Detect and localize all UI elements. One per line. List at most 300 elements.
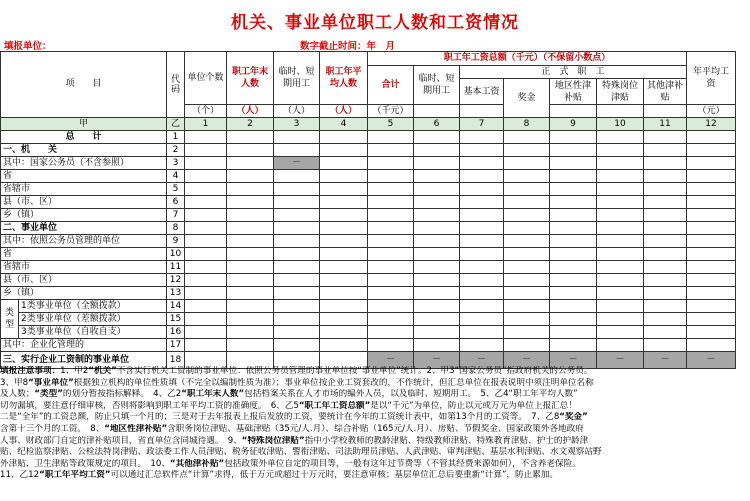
value-cell[interactable] [460, 274, 504, 287]
value-cell[interactable] [550, 261, 597, 274]
value-cell[interactable] [274, 144, 320, 157]
row-code: 3 [167, 157, 185, 170]
value-cell[interactable] [368, 157, 414, 170]
value-cell[interactable] [504, 261, 550, 274]
value-cell[interactable] [460, 235, 504, 248]
column-number-cell: 6 [414, 118, 460, 131]
value-cell[interactable] [414, 313, 460, 326]
value-cell[interactable] [504, 300, 550, 313]
value-cell[interactable] [597, 287, 644, 300]
value-cell[interactable] [597, 183, 644, 196]
units-count-header: 单位个数 [185, 52, 227, 105]
note-line: 切勿漏填，要注意仔细审核，否则将影响到职工年平均工资的准确度。 6、乙5“职工年工资总额”是以“千元”为单位，防止以元或万元为单位上报汇总！ [0, 400, 577, 411]
value-cell[interactable] [320, 326, 368, 339]
value-cell[interactable] [274, 261, 320, 274]
value-cell[interactable] [504, 339, 550, 352]
value-cell[interactable] [687, 261, 736, 274]
row-label: 1类事业单位（全额拨款） [19, 300, 167, 313]
column-number-cell: 甲 [1, 118, 167, 131]
value-cell[interactable] [550, 287, 597, 300]
value-cell[interactable] [597, 131, 644, 144]
value-cell[interactable] [274, 339, 320, 352]
value-cell[interactable] [274, 326, 320, 339]
value-cell[interactable] [460, 300, 504, 313]
value-cell[interactable] [644, 196, 687, 209]
table-row [1, 326, 736, 339]
row-code: 14 [167, 300, 185, 313]
value-cell[interactable] [414, 326, 460, 339]
value-cell[interactable] [227, 183, 274, 196]
value-cell[interactable] [597, 339, 644, 352]
note-line: 及人数；“类型”的划分暂按指标解释。 4、乙2“职工年末人数”包括档案关系在人才市场的编外人员，以及临时、短期用工。 5、乙4“职工年平均人数” [0, 389, 578, 400]
value-cell[interactable] [185, 157, 227, 170]
value-cell[interactable] [460, 222, 504, 235]
value-cell[interactable] [368, 248, 414, 261]
value-cell[interactable] [227, 157, 274, 170]
value-cell[interactable] [227, 313, 274, 326]
value-cell[interactable] [550, 144, 597, 157]
value-cell[interactable] [644, 300, 687, 313]
value-cell[interactable] [597, 222, 644, 235]
value-cell[interactable] [687, 313, 736, 326]
note-line: 11、乙12“职工年平均工资”可以通过汇总软件点“计算”求得，低于万元或超过十万元时，要注意审核；基层单位汇总后要重新“计算”，防止累加。 [0, 470, 559, 481]
row-code: 9 [167, 235, 185, 248]
value-cell[interactable] [414, 261, 460, 274]
value-cell[interactable] [550, 248, 597, 261]
value-cell[interactable] [687, 274, 736, 287]
value-cell[interactable] [227, 170, 274, 183]
value-cell[interactable] [504, 274, 550, 287]
value-cell[interactable] [597, 248, 644, 261]
value-cell[interactable] [227, 274, 274, 287]
value-cell[interactable] [414, 144, 460, 157]
bonus-header: 奖金 [504, 79, 550, 118]
value-cell[interactable] [460, 144, 504, 157]
value-cell[interactable] [368, 222, 414, 235]
value-cell[interactable] [368, 131, 414, 144]
value-cell[interactable] [597, 313, 644, 326]
value-cell[interactable] [550, 209, 597, 222]
table-row [1, 300, 736, 313]
value-cell[interactable] [504, 170, 550, 183]
value-cell[interactable] [274, 209, 320, 222]
staff-year-end-header: 职工年末人数 [227, 52, 274, 105]
value-cell[interactable] [368, 313, 414, 326]
value-cell[interactable] [550, 274, 597, 287]
value-cell[interactable] [414, 222, 460, 235]
value-cell[interactable] [460, 339, 504, 352]
value-cell[interactable] [320, 261, 368, 274]
value-cell[interactable] [550, 313, 597, 326]
row-code: 17 [167, 339, 185, 352]
note-line: 二是“全年”的工资总额，防止只填一个月的；三是对于去年报表上报后发放的工资，要统计在今年的工资统计表中，如第13个月的工资等。 7、乙8“奖金” [0, 412, 588, 423]
value-cell[interactable] [185, 287, 227, 300]
row-code: 7 [167, 209, 185, 222]
value-cell[interactable] [227, 300, 274, 313]
value-cell[interactable] [227, 222, 274, 235]
value-cell[interactable] [227, 339, 274, 352]
value-cell[interactable] [687, 339, 736, 352]
value-cell[interactable]: － [414, 352, 460, 369]
column-number-cell: 10 [597, 118, 644, 131]
value-cell[interactable] [274, 287, 320, 300]
value-cell[interactable] [687, 287, 736, 300]
value-cell[interactable] [460, 326, 504, 339]
table-row [1, 339, 736, 352]
value-cell[interactable] [368, 170, 414, 183]
column-number-cell: 3 [274, 118, 320, 131]
value-cell[interactable] [644, 183, 687, 196]
row-code: 18 [167, 352, 185, 369]
value-cell[interactable] [185, 170, 227, 183]
value-cell[interactable]: － [274, 157, 320, 170]
value-cell[interactable] [274, 235, 320, 248]
value-cell[interactable] [320, 248, 368, 261]
value-cell[interactable] [687, 170, 736, 183]
value-cell[interactable] [274, 170, 320, 183]
annual-avg-wage-header: 年平均工资 [687, 52, 736, 105]
units-unit: （个） [185, 105, 227, 118]
table-row [1, 131, 736, 144]
column-number-cell: 9 [550, 118, 597, 131]
value-cell[interactable] [320, 300, 368, 313]
row-code: 5 [167, 183, 185, 196]
value-cell[interactable] [644, 235, 687, 248]
regional-allowance-header: 地区性津补贴 [550, 79, 597, 105]
value-cell[interactable] [320, 209, 368, 222]
column-number-cell: 2 [227, 118, 274, 131]
value-cell[interactable] [687, 144, 736, 157]
value-cell[interactable] [320, 287, 368, 300]
value-cell[interactable] [320, 183, 368, 196]
basic-wage-header: 基本工资 [460, 79, 504, 105]
table-row [1, 209, 736, 222]
value-cell[interactable] [274, 248, 320, 261]
total-header: 合计 [368, 66, 414, 105]
value-cell[interactable] [687, 326, 736, 339]
value-cell[interactable] [320, 144, 368, 157]
value-cell[interactable] [414, 300, 460, 313]
value-cell[interactable] [644, 170, 687, 183]
value-cell[interactable] [320, 235, 368, 248]
value-cell[interactable] [414, 170, 460, 183]
value-cell[interactable] [185, 339, 227, 352]
code-header: 代码 [167, 52, 185, 118]
note-line: 贴、纪检监察津贴、公检法特岗津贴、政法委工作人员津贴、税务征收津贴、警衔津贴、司法助理员津贴、人武津贴、审判津贴、基层水利津贴、水文观察站野 [0, 447, 602, 458]
value-cell[interactable] [504, 313, 550, 326]
row-code: 12 [167, 274, 185, 287]
value-cell[interactable] [414, 287, 460, 300]
value-cell[interactable] [185, 209, 227, 222]
value-cell[interactable] [504, 131, 550, 144]
value-cell[interactable] [320, 131, 368, 144]
value-cell[interactable] [460, 196, 504, 209]
value-cell[interactable] [185, 300, 227, 313]
value-cell[interactable] [227, 131, 274, 144]
value-cell[interactable] [368, 235, 414, 248]
value-cell[interactable] [414, 235, 460, 248]
value-cell[interactable] [644, 339, 687, 352]
value-cell[interactable] [597, 157, 644, 170]
wage-statistics-table [0, 51, 736, 369]
table-row [1, 313, 736, 326]
value-cell[interactable] [414, 196, 460, 209]
row-code: 15 [167, 313, 185, 326]
value-cell[interactable] [460, 287, 504, 300]
value-cell[interactable]: － [460, 352, 504, 369]
value-cell[interactable] [320, 222, 368, 235]
column-number-cell: 7 [460, 118, 504, 131]
column-number-cell: 12 [687, 118, 736, 131]
value-cell[interactable] [227, 287, 274, 300]
row-label: 其中：企业化管理的 [1, 339, 167, 352]
value-cell[interactable] [185, 222, 227, 235]
column-number-cell: 1 [185, 118, 227, 131]
value-cell[interactable] [644, 287, 687, 300]
value-cell[interactable] [550, 300, 597, 313]
value-cell[interactable] [320, 157, 368, 170]
value-cell[interactable] [185, 326, 227, 339]
value-cell[interactable] [227, 196, 274, 209]
value-cell[interactable] [644, 326, 687, 339]
value-cell[interactable] [460, 183, 504, 196]
column-number-cell: 11 [644, 118, 687, 131]
temp-unit: （人） [274, 105, 320, 118]
table-row [1, 196, 736, 209]
value-cell[interactable] [368, 339, 414, 352]
row-code: 1 [167, 131, 185, 144]
value-cell[interactable] [550, 339, 597, 352]
value-cell[interactable] [274, 183, 320, 196]
value-cell[interactable]: － [368, 352, 414, 369]
row-label: 省辖市 [1, 183, 167, 196]
value-cell[interactable] [597, 144, 644, 157]
value-cell[interactable] [504, 235, 550, 248]
value-cell[interactable] [460, 209, 504, 222]
value-cell[interactable] [185, 131, 227, 144]
row-label: 其中：依照公务员管理的单位 [1, 235, 167, 248]
value-cell[interactable] [185, 144, 227, 157]
value-cell[interactable] [687, 183, 736, 196]
value-cell[interactable] [644, 261, 687, 274]
value-cell[interactable] [687, 248, 736, 261]
row-code: 6 [167, 196, 185, 209]
reporting-unit-label: 填报单位： [4, 41, 52, 52]
row-label: 三、实行企业工资制的事业单位 [1, 352, 167, 369]
value-cell[interactable] [414, 274, 460, 287]
value-cell[interactable] [227, 209, 274, 222]
value-cell[interactable] [687, 235, 736, 248]
value-cell[interactable] [597, 274, 644, 287]
row-label: 二、事业单位 [1, 222, 167, 235]
table-row [1, 274, 736, 287]
value-cell[interactable] [644, 248, 687, 261]
value-cell[interactable] [227, 235, 274, 248]
value-cell[interactable] [597, 300, 644, 313]
value-cell[interactable] [227, 248, 274, 261]
value-cell[interactable]: － [597, 352, 644, 369]
value-cell[interactable] [687, 222, 736, 235]
row-label: 县（市、区） [1, 196, 167, 209]
value-cell[interactable] [185, 313, 227, 326]
value-cell[interactable] [644, 313, 687, 326]
value-cell[interactable] [185, 274, 227, 287]
staff-unit: （人） [227, 105, 274, 118]
row-label: 省辖市 [1, 261, 167, 274]
note-line: 3、甲8“事业单位”根据独立机构的单位性质填（不完全以编制性质为准）；事业单位按企业工资套改的，不作统计，但汇总单位在报表说明中须注明单位名称 [0, 377, 594, 388]
row-code: 13 [167, 287, 185, 300]
value-cell[interactable] [644, 222, 687, 235]
row-label: 乡（镇） [1, 287, 167, 300]
value-cell[interactable] [550, 222, 597, 235]
table-row [1, 261, 736, 274]
value-cell[interactable] [504, 183, 550, 196]
value-cell[interactable] [227, 261, 274, 274]
value-cell[interactable] [414, 248, 460, 261]
value-cell[interactable] [644, 131, 687, 144]
value-cell[interactable] [644, 144, 687, 157]
value-cell[interactable] [185, 248, 227, 261]
value-cell[interactable] [414, 157, 460, 170]
value-cell[interactable] [504, 144, 550, 157]
value-cell[interactable] [274, 313, 320, 326]
value-cell[interactable] [368, 144, 414, 157]
value-cell[interactable] [550, 196, 597, 209]
other-allowance-header: 其他津补贴 [644, 79, 687, 105]
table-row [1, 235, 736, 248]
value-cell[interactable] [368, 326, 414, 339]
table-row [1, 157, 736, 170]
deadline-label: 数字截止时间：年 月 [300, 41, 396, 52]
value-cell[interactable] [597, 209, 644, 222]
value-cell[interactable]: － [504, 352, 550, 369]
post-allowance-header: 特殊岗位津贴 [597, 79, 644, 105]
value-cell[interactable] [504, 157, 550, 170]
value-cell[interactable] [320, 339, 368, 352]
value-cell[interactable] [460, 170, 504, 183]
value-cell[interactable] [550, 183, 597, 196]
value-cell[interactable] [460, 261, 504, 274]
value-cell[interactable] [185, 183, 227, 196]
value-cell[interactable] [504, 326, 550, 339]
value-cell[interactable] [414, 183, 460, 196]
value-cell[interactable] [550, 326, 597, 339]
value-cell[interactable] [368, 196, 414, 209]
value-cell[interactable] [687, 300, 736, 313]
value-cell[interactable] [460, 157, 504, 170]
table-row [1, 183, 736, 196]
value-cell[interactable]: － [687, 352, 736, 369]
value-cell[interactable] [274, 196, 320, 209]
value-cell[interactable] [368, 209, 414, 222]
value-cell[interactable] [320, 196, 368, 209]
total-unit: （千元） [368, 105, 414, 118]
value-cell[interactable] [274, 131, 320, 144]
value-cell[interactable] [185, 196, 227, 209]
row-label: 省 [1, 248, 167, 261]
value-cell[interactable] [687, 157, 736, 170]
row-code: 2 [167, 144, 185, 157]
value-cell[interactable] [687, 131, 736, 144]
row-label: 省 [1, 170, 167, 183]
value-cell[interactable] [504, 248, 550, 261]
value-cell[interactable]: － [550, 352, 597, 369]
value-cell[interactable] [597, 261, 644, 274]
value-cell[interactable] [597, 326, 644, 339]
value-cell[interactable] [644, 157, 687, 170]
value-cell[interactable] [185, 261, 227, 274]
row-label: 其中：国家公务员（不含参照） [1, 157, 167, 170]
value-cell[interactable] [504, 287, 550, 300]
value-cell[interactable] [687, 209, 736, 222]
value-cell[interactable] [368, 261, 414, 274]
value-cell[interactable] [644, 274, 687, 287]
temp-staff-header: 临时、短期用工 [274, 52, 320, 105]
value-cell[interactable] [368, 183, 414, 196]
value-cell[interactable] [550, 131, 597, 144]
note-line: 人事、财政部门自定的津补贴项目，省直单位含同城待遇。 9、“特殊岗位津贴”指中小学校教师的教龄津贴、特级教师津贴、特殊教育津贴、护士的护龄津 [0, 435, 589, 446]
formal-staff-header: 正 式 职 工 [460, 66, 687, 79]
column-number-cell: 4 [320, 118, 368, 131]
column-number-cell: 乙 [167, 118, 185, 131]
value-cell[interactable] [504, 222, 550, 235]
row-code: 10 [167, 248, 185, 261]
value-cell[interactable] [504, 196, 550, 209]
value-cell[interactable] [414, 339, 460, 352]
value-cell[interactable] [550, 170, 597, 183]
value-cell[interactable] [185, 235, 227, 248]
value-cell[interactable] [550, 235, 597, 248]
value-cell[interactable] [320, 170, 368, 183]
value-cell[interactable] [687, 196, 736, 209]
table-row [1, 144, 736, 157]
value-cell[interactable] [227, 326, 274, 339]
value-cell[interactable] [597, 196, 644, 209]
note-line: 外津贴、卫生津贴等政策规定的项目。 10、“其他津补贴”包括政策外单位自定的项目等，一般有这年过节费等（不管其经费来源如何），不含养老保险。 [0, 458, 581, 469]
value-cell[interactable] [368, 300, 414, 313]
value-cell[interactable] [414, 209, 460, 222]
value-cell[interactable] [227, 144, 274, 157]
row-label: 一、机 关 [1, 144, 167, 157]
row-code: 8 [167, 222, 185, 235]
row-label: 县（市、区） [1, 274, 167, 287]
temp-workers-header: 临时、短期用工 [414, 66, 460, 105]
value-cell[interactable] [597, 170, 644, 183]
value-cell[interactable] [368, 287, 414, 300]
table-row [1, 170, 736, 183]
value-cell[interactable] [644, 209, 687, 222]
value-cell[interactable] [460, 313, 504, 326]
value-cell[interactable] [504, 209, 550, 222]
note-line: 含第十三个月的工资。 8、“地区性津补贴”含职务岗位津贴、基础津贴（35元/人.月）、综合补贴（165元/人.月）、房贴、节假奖金、国家政策外各地政府 [0, 423, 584, 434]
value-cell[interactable] [368, 274, 414, 287]
avg-staff-header: 职工年平均人数 [320, 52, 368, 105]
value-cell[interactable] [414, 131, 460, 144]
value-cell[interactable]: － [644, 352, 687, 369]
value-cell[interactable] [320, 274, 368, 287]
avg-wage-unit: （元） [687, 105, 736, 118]
value-cell[interactable] [550, 157, 597, 170]
value-cell[interactable] [274, 274, 320, 287]
value-cell[interactable] [460, 131, 504, 144]
item-header: 项 目 [1, 52, 167, 118]
table-row [1, 287, 736, 300]
value-cell[interactable] [320, 313, 368, 326]
value-cell[interactable] [274, 222, 320, 235]
value-cell[interactable] [460, 248, 504, 261]
value-cell[interactable] [597, 235, 644, 248]
value-cell[interactable] [274, 300, 320, 313]
